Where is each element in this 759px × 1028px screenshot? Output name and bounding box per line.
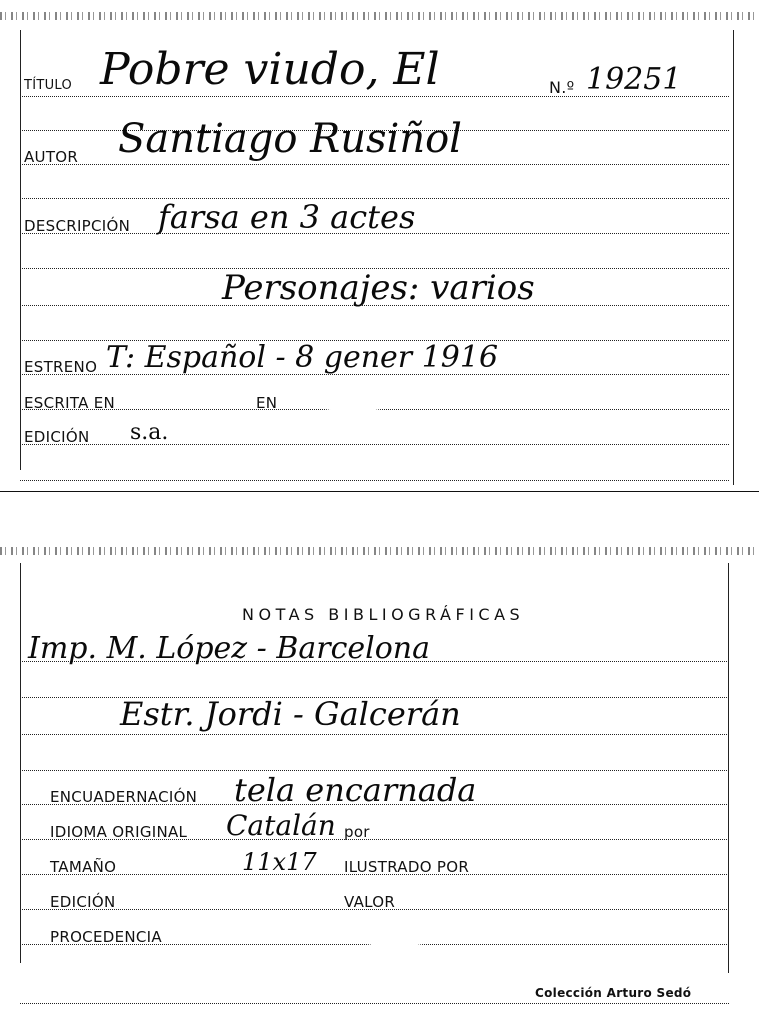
line-bottom	[20, 1003, 729, 1004]
descripcion-label: DESCRIPCIÓN	[24, 217, 131, 235]
en-label: EN	[256, 394, 278, 412]
descripcion-value: farsa en 3 actes	[158, 198, 416, 236]
line-autor	[20, 164, 729, 165]
line-bottom	[20, 480, 729, 481]
estreno-label: ESTRENO	[24, 358, 98, 376]
card-right-border	[733, 30, 734, 485]
por-label: por	[344, 823, 370, 841]
autor-value: Santiago Rusiñol	[118, 116, 462, 162]
ilustrado-label: ILUSTRADO POR	[344, 858, 470, 876]
tamano-value: 11x17	[242, 848, 317, 876]
numero-label: N.º	[549, 78, 575, 97]
card-separator	[0, 491, 759, 492]
edicion-label: EDICIÓN	[24, 428, 90, 446]
numero-value: 19251	[586, 62, 682, 97]
card-right-border	[728, 563, 729, 973]
note-line-1: Imp. M. López - Barcelona	[28, 631, 431, 666]
notas-heading: NOTAS BIBLIOGRÁFICAS	[242, 605, 525, 624]
edicion-label: EDICIÓN	[50, 893, 116, 911]
line-note-2	[20, 734, 729, 735]
encuadernacion-value: tela encarnada	[234, 771, 477, 809]
estreno-value: T: Español - 8 gener 1916	[106, 340, 499, 375]
tamano-label: TAMAÑO	[50, 858, 117, 876]
encuadernacion-label: ENCUADERNACIÓN	[50, 788, 198, 806]
catalog-card-front	[0, 0, 759, 490]
erased-mark	[372, 927, 418, 961]
card-top-edge	[0, 547, 759, 555]
collection-footer: Colección Arturo Sedó	[535, 986, 692, 1000]
autor-label: AUTOR	[24, 148, 79, 166]
idioma-value: Catalán	[226, 809, 336, 842]
card-left-border	[20, 563, 21, 963]
note-line-2: Estr. Jordi - Galcerán	[120, 695, 461, 733]
erased-mark	[330, 394, 376, 428]
catalog-card-back	[0, 535, 759, 1028]
personajes-value: Personajes: varios	[222, 268, 535, 308]
titulo-label: TÍTULO	[24, 78, 73, 93]
titulo-value: Pobre viudo, El	[100, 44, 440, 95]
idioma-label: IDIOMA ORIGINAL	[50, 823, 188, 841]
edicion-value: s.a.	[130, 420, 169, 445]
procedencia-label: PROCEDENCIA	[50, 928, 162, 946]
escrita-en-label: ESCRITA EN	[24, 394, 116, 412]
line-edicion	[20, 444, 729, 445]
valor-label: VALOR	[344, 893, 396, 911]
card-top-edge	[0, 12, 759, 20]
